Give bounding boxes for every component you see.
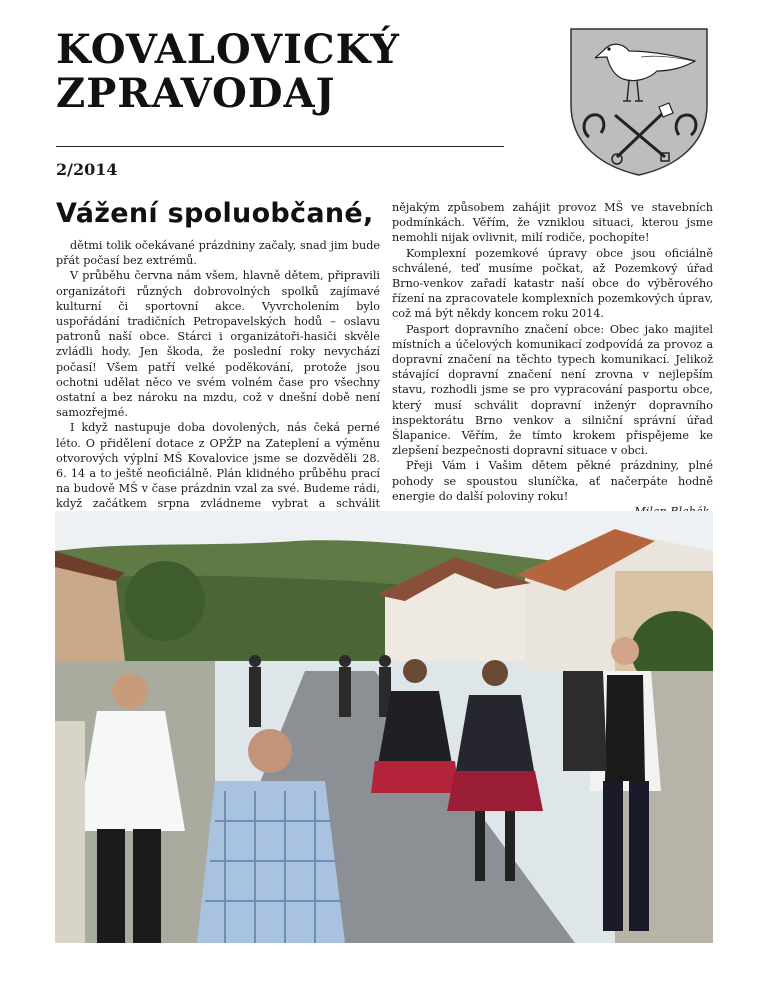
masthead-title-line2: ZPRAVODAJ [56, 70, 336, 117]
paragraph: Přeji Vám i Vašim dětem pěkné prázdniny, plné pohody se spoustou sluníčka, ať načerpáte hodně energie do další poloviny roku! [392, 459, 713, 503]
article-heading: Vážení spoluobčané, [56, 198, 374, 229]
article-column-right [392, 200, 713, 534]
paragraph: I když nastupuje doba dovolených, nás čeká perné léto. O přidělení dotace z OPŽP na Zateplení a výměnu otvorových výplní MŠ Kovalovice jsme se dozvěděli 28. 6. 14 a to ještě neoficiálně. Plán klidného průběhu prací na budově MŠ v čase prázdnin vzal za své. Budeme rádi, když začátkem srpna zvládneme vybrat a schválit [56, 421, 380, 511]
paragraph: dětmi tolik očekávané prázdniny začaly, snad jim bude přát počasí bez extrémů. [56, 239, 380, 268]
paragraph: Pasport dopravního značení obce: Obec jako majitel místních a účelových komunikací zodpovídá za provoz a dopravní značení na těchto typech komunikací. Jelikož stávající dopravní značení není zrovna v nejlepším stavu, rozhodli jsme se pro vypracování pasportu obce, který musí schválit dopravní inženýr dopravního inspektorátu Brno venkov a silniční správní úřad Šlapanice. Věřím, že tímto krokem přispějeme ke zlepšení bezpečnosti dopravní situace v obci. [392, 322, 713, 458]
paragraph: V průběhu června nám všem, hlavně dětem, připravili organizátoři různých dobrovolných spolků zajímavé kulturní či sportovní akce. Vyvrcholením bylo uspořádání tradičních Petropavelských hodů – oslavu patronů naší obce. Stárci i organizátoři-hasiči skvěle zvládli hody. Jen škoda, že poslední roky nevychází počasí! Všem patří velké poděkování, protože jsou ochotni udělat něco ve svém volném čase pro všechny ostatní a bez nároku na mzdu, což v dnešní době není samozřejmé. [56, 269, 380, 420]
masthead-rule [56, 146, 504, 147]
coat-of-arms-icon [567, 27, 711, 177]
issue-number: 2/2014 [56, 160, 118, 179]
paragraph: nějakým způsobem zahájit provoz MŠ ve stavebních podmínkách. Věřím, že vzniklou situaci, kterou jsme nemohli nijak ovlivnit, milí rodiče, pochopíte! [392, 201, 713, 245]
article-column-left [56, 238, 380, 542]
masthead-title-line1: KOVALOVICKÝ [56, 26, 400, 73]
masthead-title [56, 28, 516, 116]
procession-photo [55, 511, 713, 943]
paragraph: Komplexní pozemkové úpravy obce jsou oficiálně schválené, teď musíme počkat, až Pozemkový úřad Brno-venkov zařadí katastr naší obce do výběrového řízení na zpracovatele komplexních pozemkových úprav, což má být někdy koncem roku 2014. [392, 246, 713, 321]
